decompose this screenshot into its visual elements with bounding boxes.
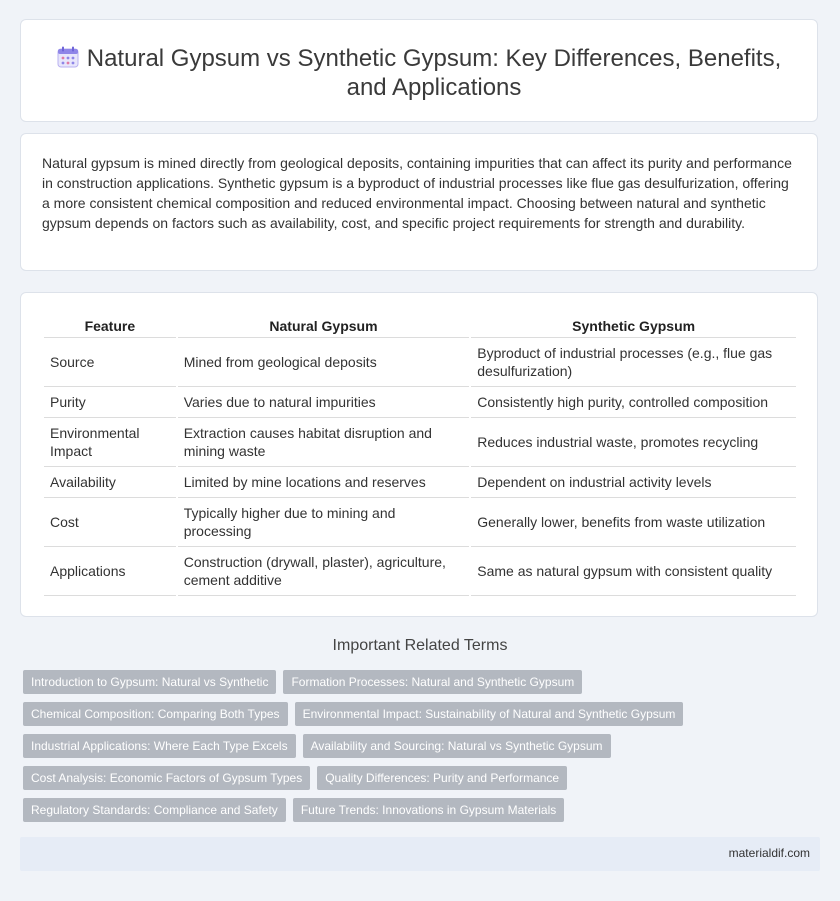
related-terms-list xyxy=(23,670,723,830)
table-cell: Dependent on industrial activity levels xyxy=(471,467,796,498)
table-row xyxy=(44,467,796,498)
table-cell: Availability xyxy=(44,467,176,498)
related-term-tag[interactable]: Formation Processes: Natural and Synthetic Gypsum xyxy=(283,670,582,694)
related-term-tag[interactable]: Introduction to Gypsum: Natural vs Synthetic xyxy=(23,670,276,694)
table-cell: Consistently high purity, controlled composition xyxy=(471,387,796,418)
related-term-tag[interactable]: Industrial Applications: Where Each Type Excels xyxy=(23,734,296,758)
table-row xyxy=(44,418,796,467)
table-cell: Reduces industrial waste, promotes recycling xyxy=(471,418,796,467)
intro-card xyxy=(20,133,818,271)
table-cell: Limited by mine locations and reserves xyxy=(178,467,470,498)
table-header-row xyxy=(44,315,796,338)
table-cell: Cost xyxy=(44,498,176,547)
table-cell: Same as natural gypsum with consistent quality xyxy=(471,547,796,596)
intro-paragraph: Natural gypsum is mined directly from geological deposits, containing impurities that can affect its purity and performance in construction applications. Synthetic gypsum is a byproduct of industrial processes like flue gas desulfurization, offering a more consistent chemical composition and reduced environmental impact. Choosing between natural and synthetic gypsum depends on factors such as availability, cost, and specific project requirements for strength and durability. xyxy=(42,155,792,231)
header-synthetic: Synthetic Gypsum xyxy=(471,315,796,338)
table-cell: Byproduct of industrial processes (e.g., flue gas desulfurization) xyxy=(471,338,796,387)
related-term-tag[interactable]: Cost Analysis: Economic Factors of Gypsum Types xyxy=(23,766,310,790)
table-cell: Generally lower, benefits from waste utilization xyxy=(471,498,796,547)
related-terms-heading: Important Related Terms xyxy=(332,637,508,654)
related-term-tag[interactable]: Future Trends: Innovations in Gypsum Materials xyxy=(293,798,564,822)
table-cell: Typically higher due to mining and processing xyxy=(178,498,470,547)
table-cell: Extraction causes habitat disruption and mining waste xyxy=(178,418,470,467)
comparison-card xyxy=(20,292,818,617)
table-row xyxy=(44,387,796,418)
related-term-tag[interactable]: Regulatory Standards: Compliance and Safety xyxy=(23,798,286,822)
table-row xyxy=(44,338,796,387)
related-term-tag[interactable]: Availability and Sourcing: Natural vs Synthetic Gypsum xyxy=(303,734,611,758)
table-cell: Applications xyxy=(44,547,176,596)
table-cell: Purity xyxy=(44,387,176,418)
header-feature: Feature xyxy=(44,315,176,338)
header-card xyxy=(20,19,818,122)
related-term-tag[interactable]: Environmental Impact: Sustainability of Natural and Synthetic Gypsum xyxy=(295,702,684,726)
table-cell: Varies due to natural impurities xyxy=(178,387,470,418)
footer-bar xyxy=(20,837,820,871)
site-link[interactable]: materialdif.com xyxy=(728,846,810,860)
related-term-tag[interactable]: Quality Differences: Purity and Performance xyxy=(317,766,567,790)
table-cell: Construction (drywall, plaster), agriculture, cement additive xyxy=(178,547,470,596)
table-cell: Environmental Impact xyxy=(44,418,176,467)
table-row xyxy=(44,547,796,596)
related-term-tag[interactable]: Chemical Composition: Comparing Both Types xyxy=(23,702,288,726)
table-row xyxy=(44,498,796,547)
comparison-table xyxy=(42,315,798,596)
table-cell: Mined from geological deposits xyxy=(178,338,470,387)
page-title: Natural Gypsum vs Synthetic Gypsum: Key Differences, Benefits, and Applications xyxy=(86,45,782,101)
header-natural: Natural Gypsum xyxy=(178,315,470,338)
table-cell: Source xyxy=(44,338,176,387)
